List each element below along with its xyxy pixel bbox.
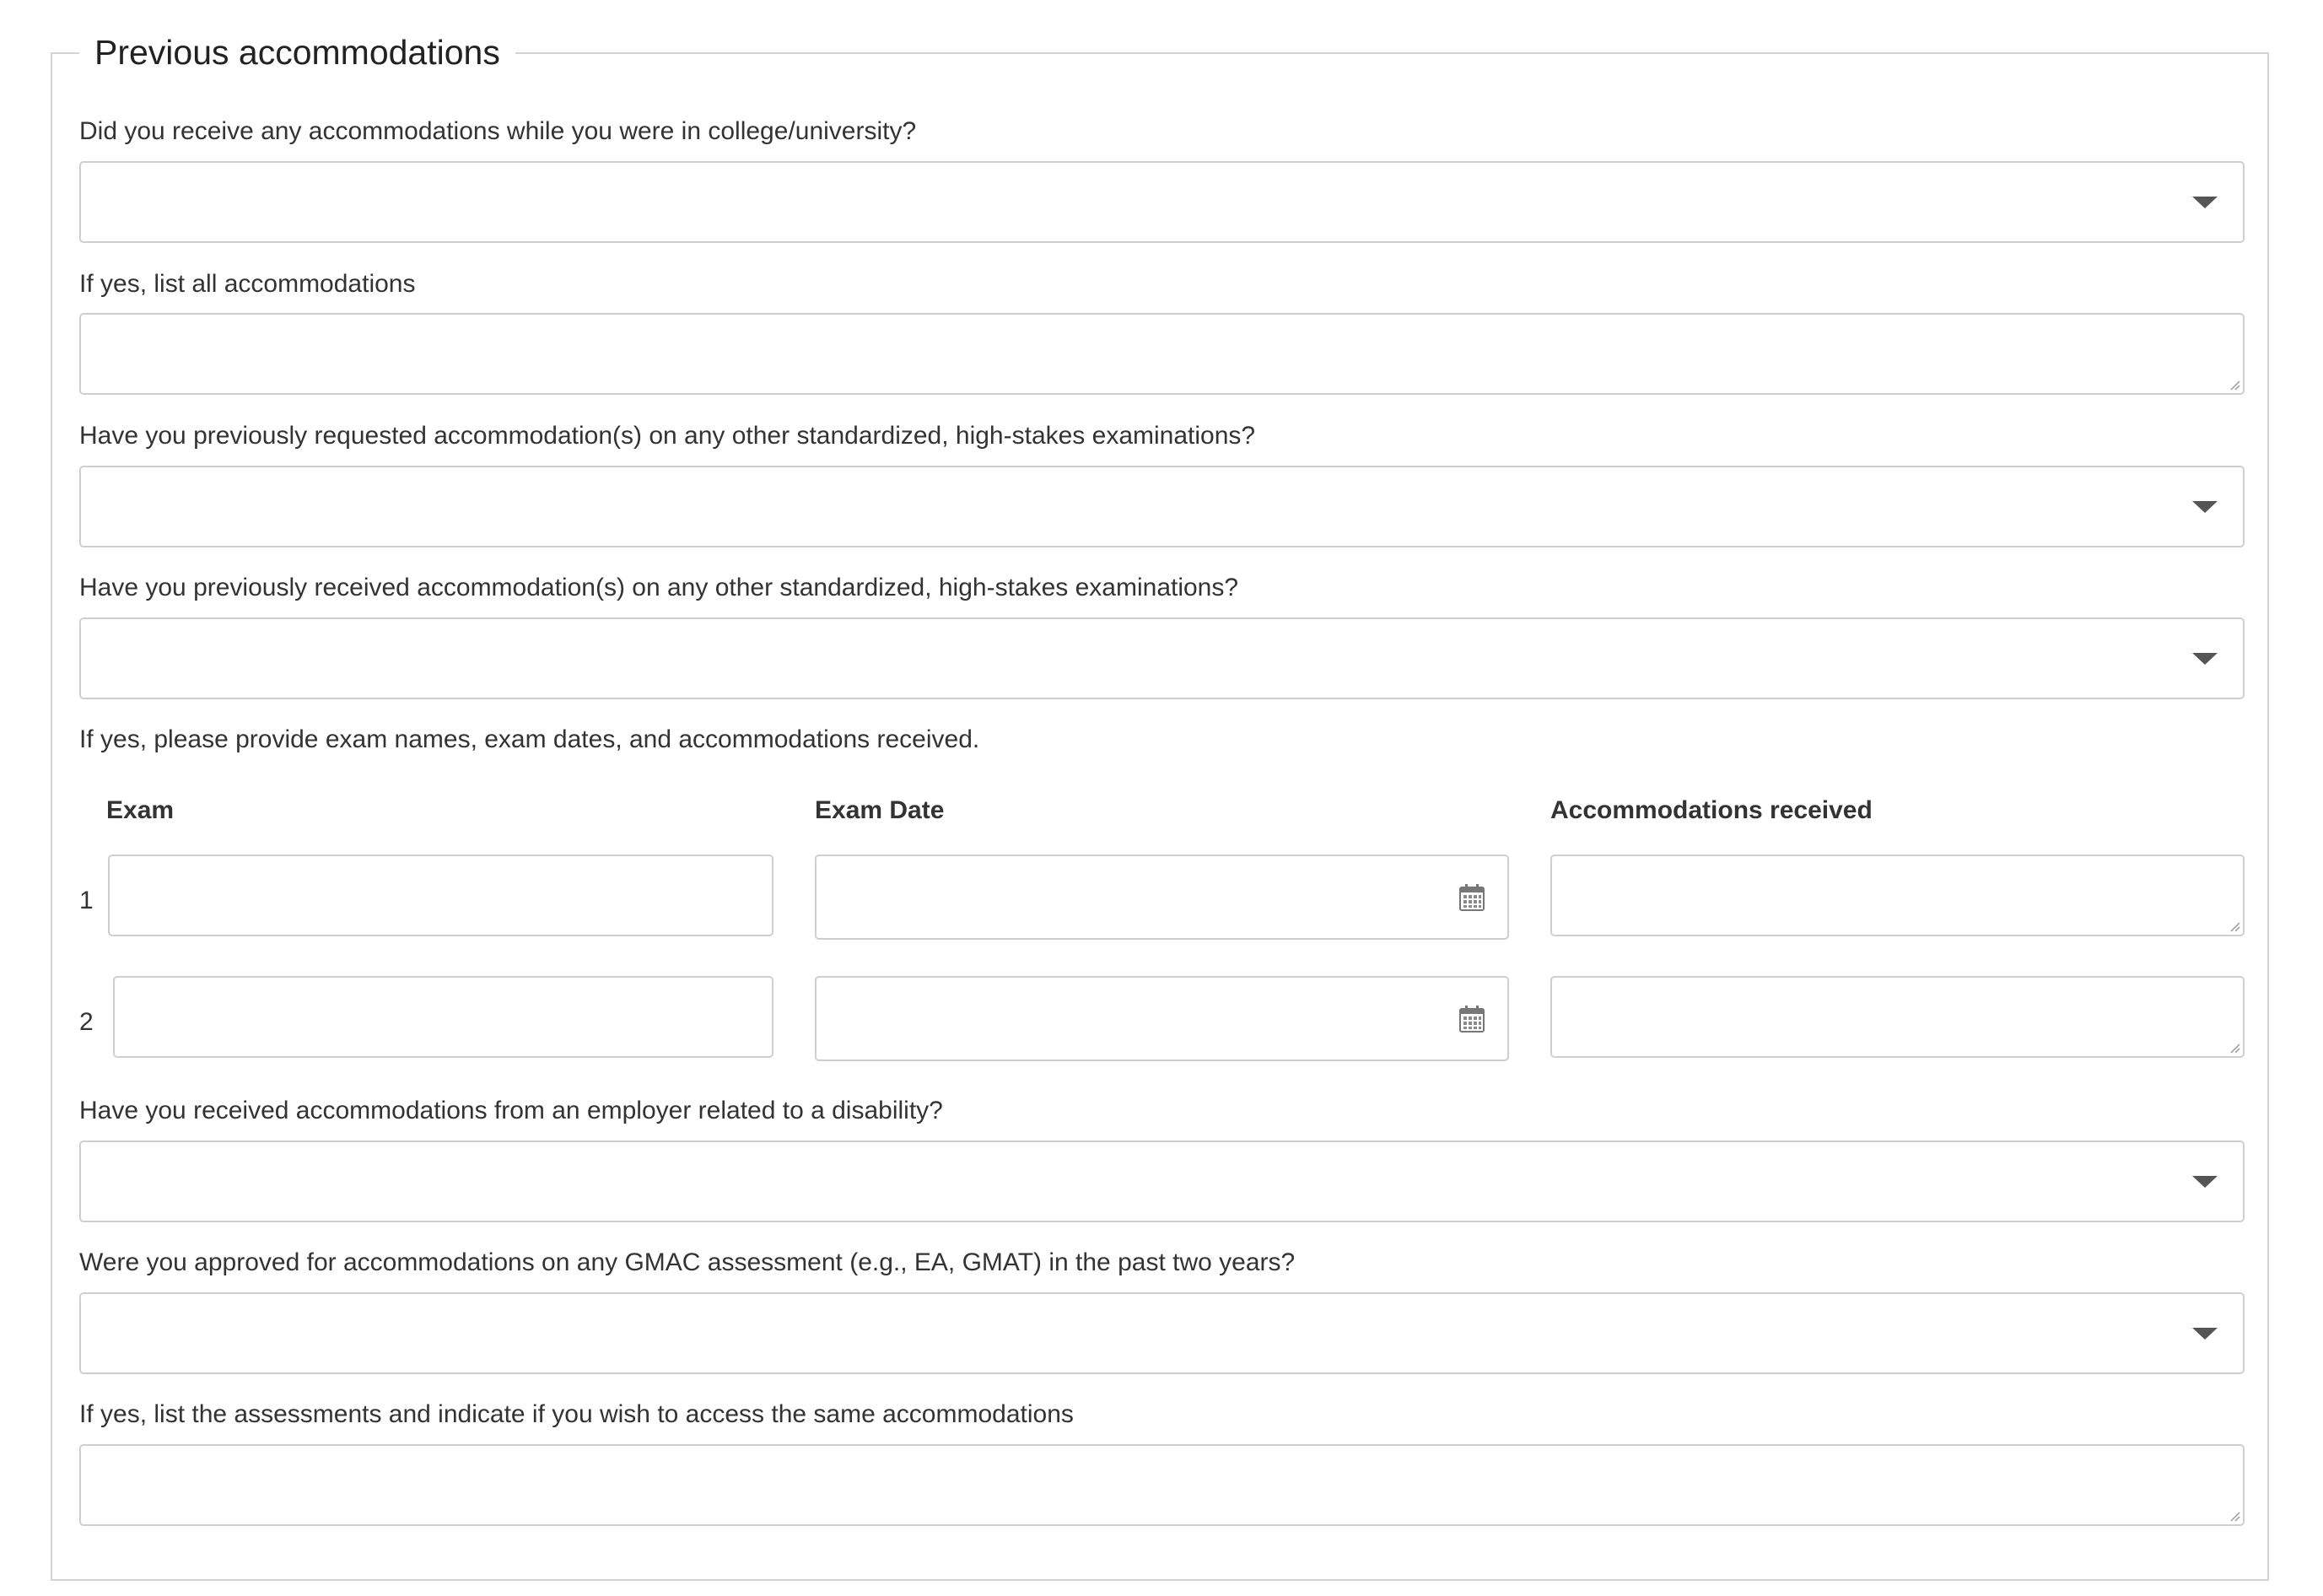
requested-accommodations-select[interactable] — [79, 466, 2245, 547]
q6-label: Have you received accommodations from an employer related to a disability? — [79, 1097, 943, 1124]
column-header-accommodations-received: Accommodations received — [1550, 796, 1873, 824]
employer-accommodations-select[interactable] — [79, 1140, 2245, 1222]
q4-label: Have you previously received accommodation(s) on any other standardized, high-stakes examinations? — [79, 574, 1239, 601]
resize-grip-icon[interactable] — [2229, 1510, 2240, 1522]
q5-label: If yes, please provide exam names, exam dates, and accommodations received. — [79, 725, 980, 753]
resize-grip-icon[interactable] — [2229, 1042, 2240, 1054]
chevron-down-icon — [2192, 1176, 2218, 1188]
exam-name-input-2[interactable] — [113, 976, 773, 1058]
chevron-down-icon — [2192, 653, 2218, 665]
q3-label: Have you previously requested accommodation(s) on any other standardized, high-stakes examinations? — [79, 422, 1256, 450]
accommodations-received-textarea-2[interactable] — [1550, 976, 2245, 1058]
calendar-icon[interactable] — [1458, 1005, 1485, 1033]
chevron-down-icon — [2192, 501, 2218, 513]
exam-date-input-2[interactable] — [815, 976, 1509, 1061]
list-accommodations-textarea[interactable] — [79, 313, 2245, 395]
section-legend: Previous accommodations — [79, 29, 515, 76]
q2-label: If yes, list all accommodations — [79, 270, 416, 298]
chevron-down-icon — [2192, 197, 2218, 208]
gmac-assessments-textarea[interactable] — [79, 1444, 2245, 1526]
college-accommodations-select[interactable] — [79, 161, 2245, 243]
exam-name-input-1[interactable] — [108, 855, 773, 936]
chevron-down-icon — [2192, 1328, 2218, 1340]
column-header-exam: Exam — [106, 796, 175, 824]
calendar-icon[interactable] — [1458, 883, 1485, 912]
gmac-approval-select[interactable] — [79, 1292, 2245, 1374]
accommodations-received-textarea-1[interactable] — [1550, 855, 2245, 936]
q8-label: If yes, list the assessments and indicate if you wish to access the same accommodations — [79, 1400, 1074, 1428]
column-header-exam-date: Exam Date — [815, 796, 945, 824]
q7-label: Were you approved for accommodations on any GMAC assessment (e.g., EA, GMAT) in the past two years? — [79, 1248, 1296, 1276]
exam-date-input-1[interactable] — [815, 855, 1509, 940]
row-number: 2 — [79, 1008, 94, 1036]
resize-grip-icon[interactable] — [2229, 920, 2240, 932]
resize-grip-icon[interactable] — [2229, 379, 2240, 391]
received-accommodations-select[interactable] — [79, 617, 2245, 699]
q1-label: Did you receive any accommodations while you were in college/university? — [79, 117, 917, 145]
row-number: 1 — [79, 887, 94, 914]
